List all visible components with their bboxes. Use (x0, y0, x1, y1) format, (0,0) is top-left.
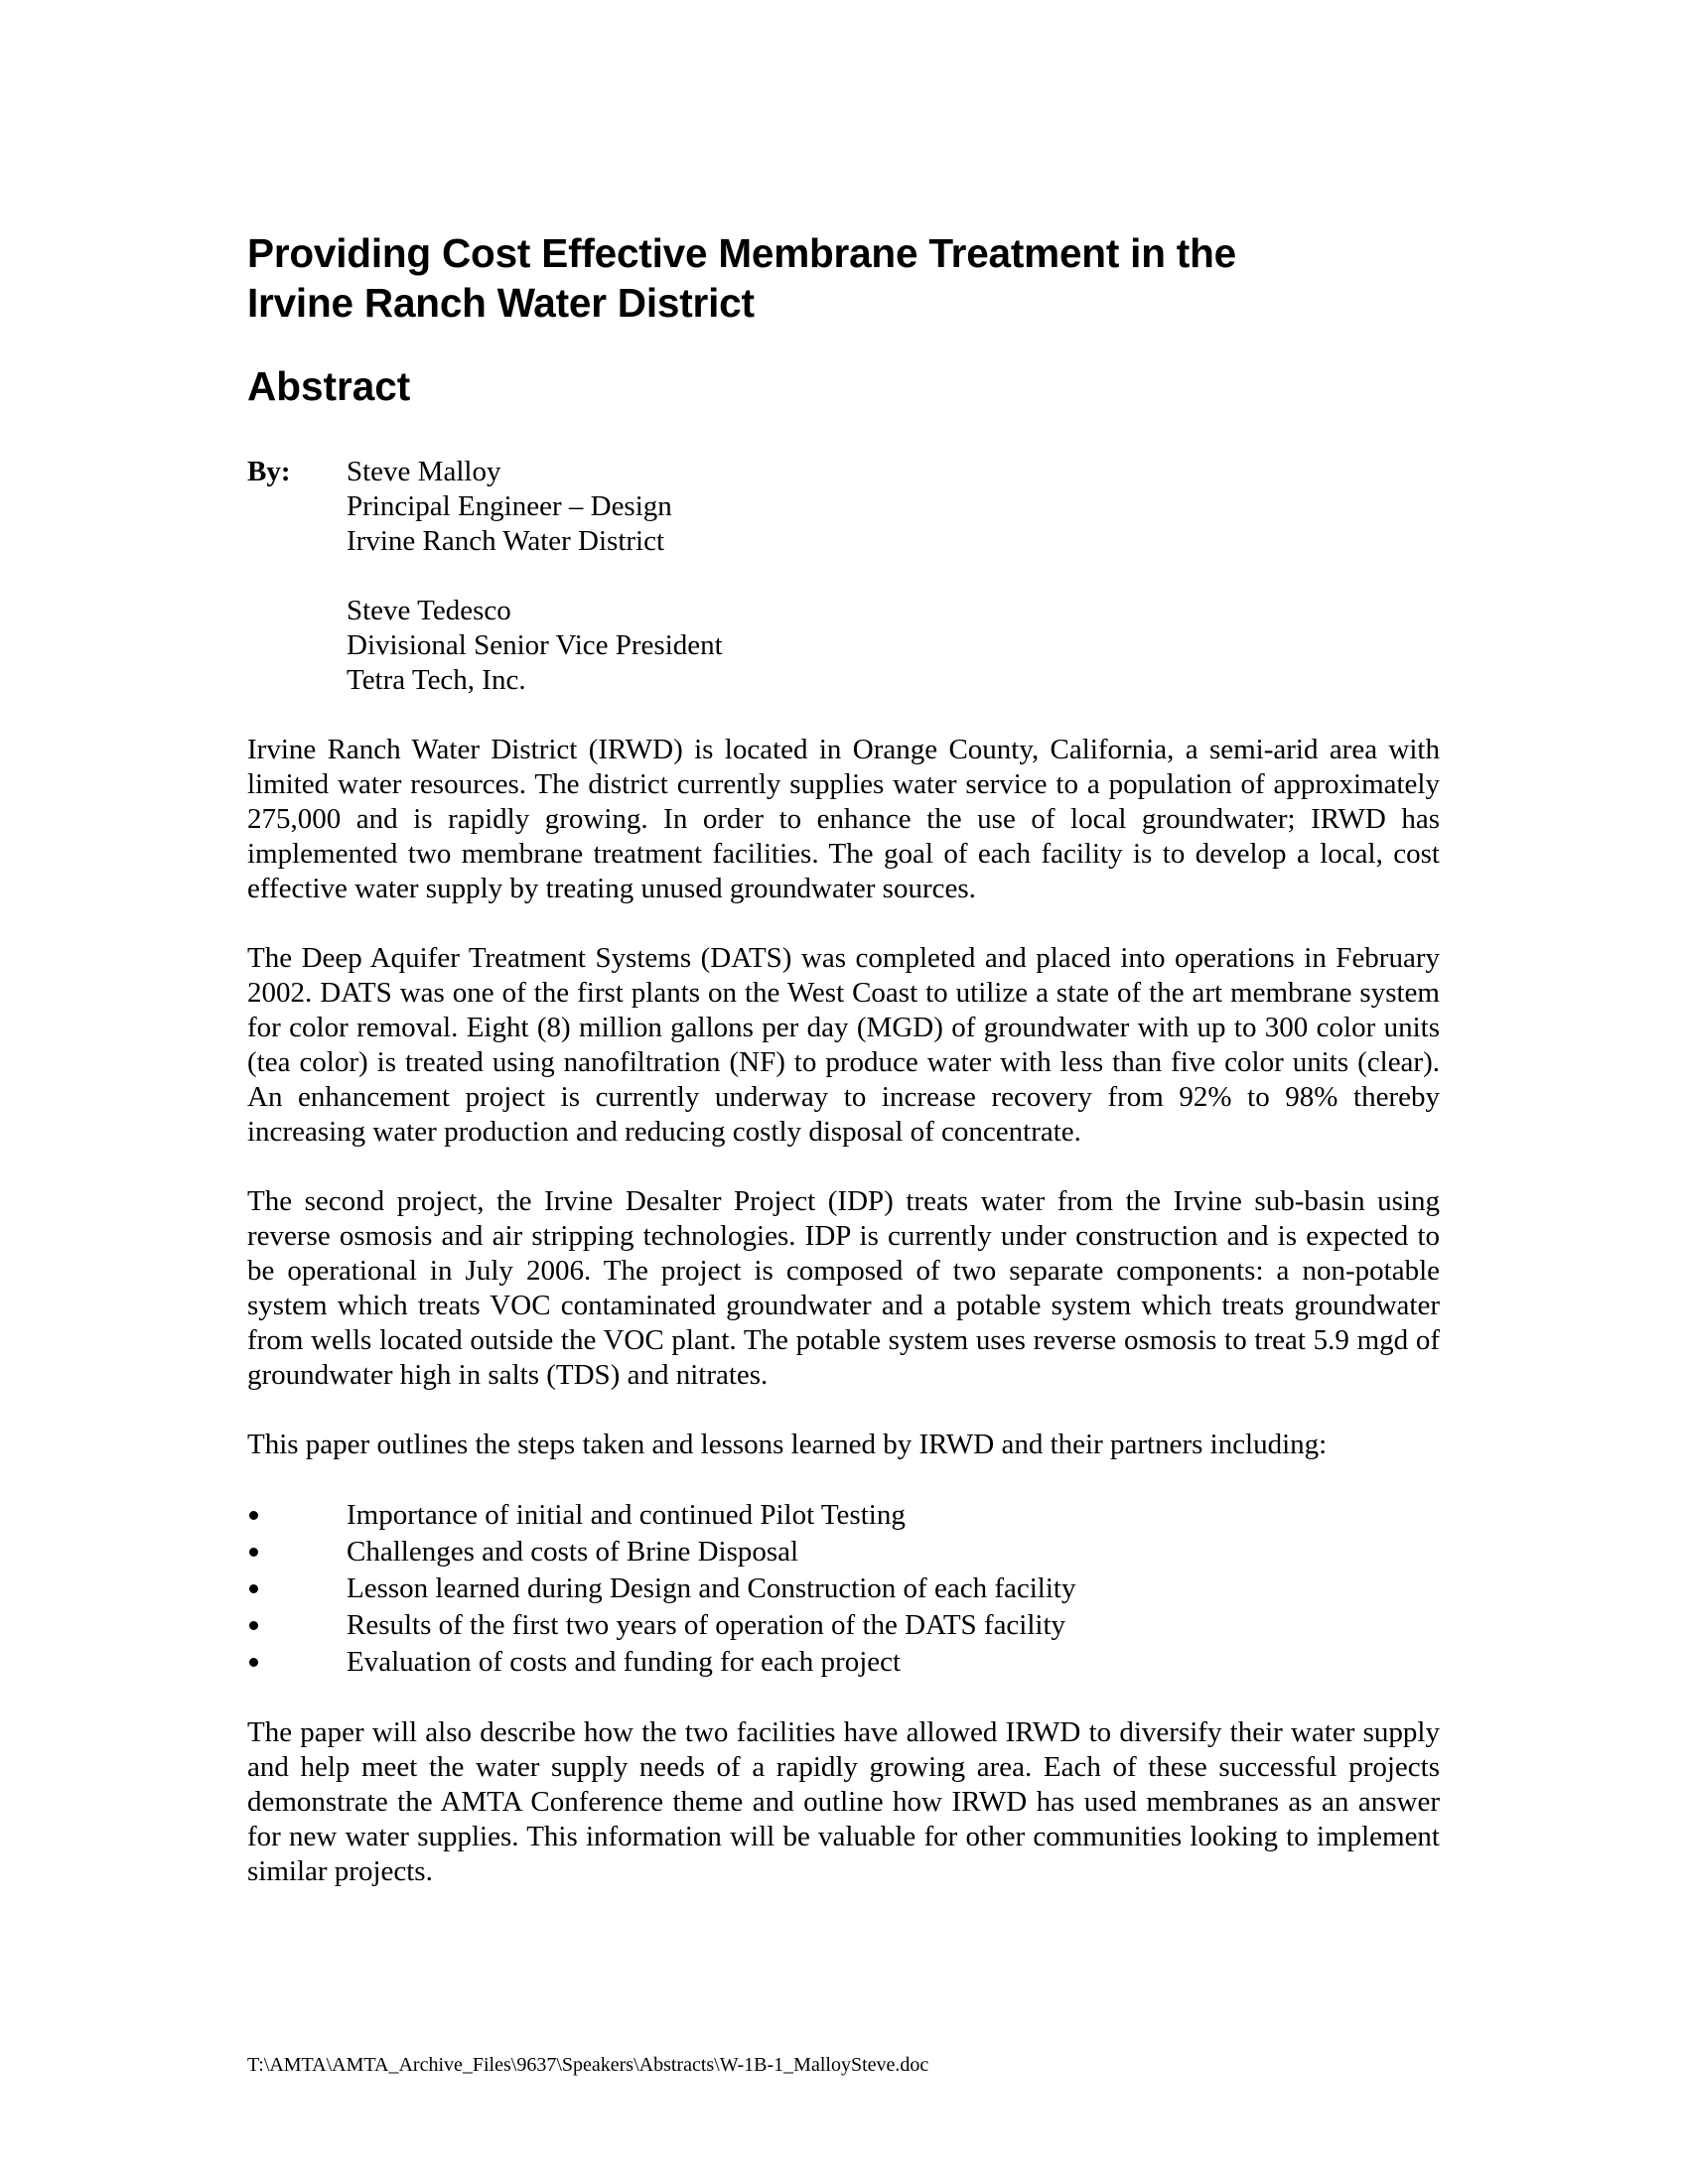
title-line-2: Irvine Ranch Water District (247, 280, 755, 326)
byline-label: By: (247, 456, 291, 487)
list-item (247, 1497, 1440, 1534)
abstract-heading: Abstract (247, 363, 411, 409)
paragraph-outline-intro: This paper outlines the steps taken and lessons learned by IRWD and their partners including: (247, 1429, 1328, 1460)
author-block (347, 455, 1440, 559)
bullet-icon (249, 1548, 258, 1557)
paragraph-intro: Irvine Ranch Water District (IRWD) is located in Orange County, California, a semi-arid area with limited water resources. The district currently supplies water service to a population of approximately 275,000 and is rapidly growing. In order to enhance the use of local groundwater; IRWD has implemented two membrane treatment facilities. The goal of each facility is to develop a local, cost effective water supply by treating unused groundwater sources. (247, 734, 1440, 904)
bullet-icon (249, 1658, 258, 1667)
author-organization: Irvine Ranch Water District (347, 525, 665, 557)
paragraph-idp: The second project, the Irvine Desalter Project (IDP) treats water from the Irvine sub-basin using reverse osmosis and air stripping technologies. IDP is currently under construction and is expected to be operational in July 2006. The project is composed of two separate components: a non-potable system which treats VOC contaminated groundwater and a potable system which treats groundwater from wells located outside the VOC plant. The potable system uses reverse osmosis to treat 5.9 mgd of groundwater high in salts (TDS) and nitrates. (247, 1185, 1440, 1391)
footer-file-path: T:\AMTA\AMTA_Archive_Files\9637\Speakers\Abstracts\W-1B-1_MalloySteve.doc (247, 2054, 929, 2076)
author-name: Steve Malloy (347, 456, 501, 487)
list-item-text: Importance of initial and continued Pilot Testing (347, 1499, 906, 1531)
author-block (347, 594, 1440, 698)
list-item (247, 1570, 1440, 1607)
list-item (247, 1534, 1440, 1570)
paragraph-dats: The Deep Aquifer Treatment Systems (DATS) was completed and placed into operations in February 2002. DATS was one of the first plants on the West Coast to utilize a state of the art membrane system for color removal. Eight (8) million gallons per day (MGD) of groundwater with up to 300 color units (tea color) is treated using nanofiltration (NF) to produce water with less than five color units (clear). An enhancement project is currently underway to increase recovery from 92% to 98% thereby increasing water production and reducing costly disposal of concentrate. (247, 942, 1440, 1148)
page-content (247, 228, 1440, 1889)
author-organization: Tetra Tech, Inc. (347, 664, 526, 696)
bullet-icon (249, 1511, 258, 1520)
bullet-icon (249, 1621, 258, 1630)
list-item-text: Evaluation of costs and funding for each project (347, 1646, 902, 1678)
author-position: Divisional Senior Vice President (347, 629, 723, 661)
list-item (247, 1607, 1440, 1644)
list-item-text: Lesson learned during Design and Construction of each facility (347, 1572, 1076, 1604)
list-item-text: Challenges and costs of Brine Disposal (347, 1536, 799, 1568)
topics-list (247, 1497, 1440, 1681)
author-position: Principal Engineer – Design (347, 490, 672, 522)
document-title (247, 228, 1440, 328)
list-item-text: Results of the first two years of operation of the DATS facility (347, 1609, 1066, 1641)
list-item (247, 1644, 1440, 1681)
byline (247, 455, 1440, 698)
bullet-icon (249, 1584, 258, 1593)
paragraph-closing: The paper will also describe how the two facilities have allowed IRWD to diversify their water supply and help meet the water supply needs of a rapidly growing area. Each of these successful projects demonstrate the AMTA Conference theme and outline how IRWD has used membranes as an answer for new water supplies. This information will be valuable for other communities looking to implement similar projects. (247, 1716, 1440, 1887)
author-name: Steve Tedesco (347, 595, 511, 626)
title-line-1: Providing Cost Effective Membrane Treatment in the (247, 230, 1236, 276)
author-list (347, 455, 1440, 698)
